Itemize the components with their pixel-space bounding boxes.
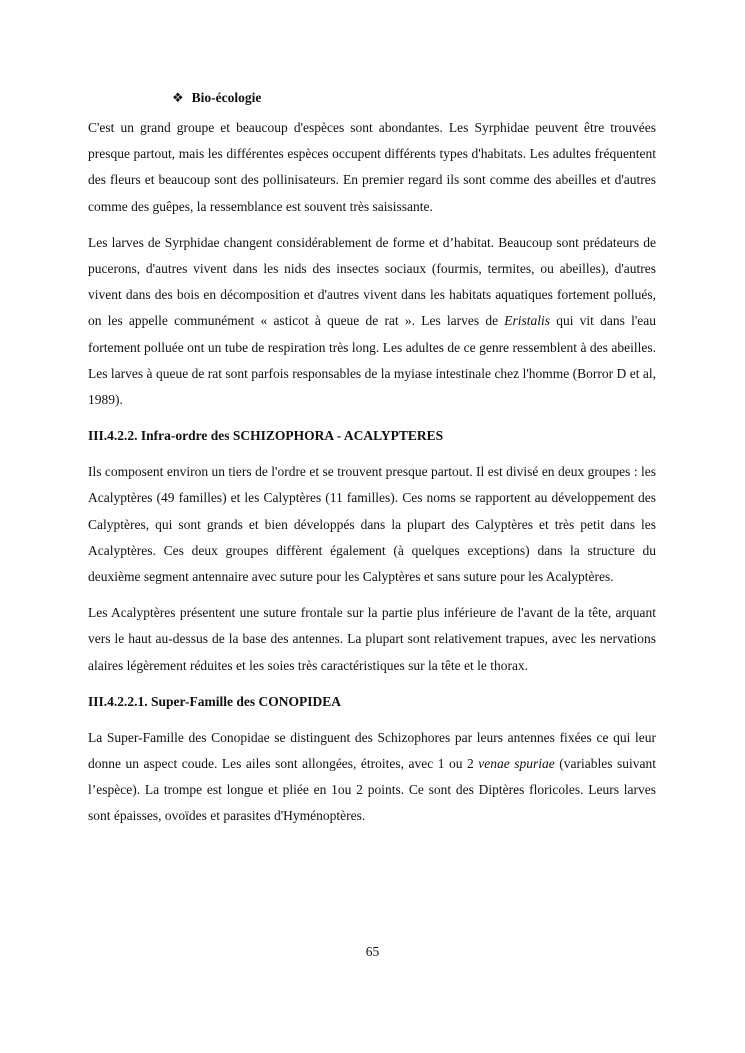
acalypteres-paragraph-2: Les Acalyptères présentent une suture frontale sur la partie plus inférieure de l'avant de la tête, arquant vers le haut au-dessus de la base des antennes. La plupart sont relativement trapues, avec les nervations alaires légèrement réduites et les soies très caractéristiques sur la tête et le thorax. (88, 605, 656, 673)
bio-paragraph-1: C'est un grand groupe et beaucoup d'espèces sont abondantes. Les Syrphidae peuvent être trouvées presque partout, mais les différentes espèces occupent différents types d'habitats. Les adultes fréquentent des fleurs et beaucoup sont des pollinisateurs. En premier regard ils sont comme des abeilles et d'autres comme des guêpes, la ressemblance est souvent très saisissante. (88, 120, 656, 214)
document-page (88, 85, 656, 840)
bio-ecologie-heading-text: Bio-écologie (191, 90, 262, 105)
venae-spuriae-italic: venae spuriae (478, 756, 555, 772)
bio-paragraph-2-text-a: Les larves de Syrphidae changent considérablement de forme et d’habitat. Beaucoup sont prédateurs de pucerons, d'autres vivent dans les nids des insectes sociaux (fourmis, termites, ou abeilles), d'autres vivent dans des bois en décomposition et d'autres vivent dans les habitats aquatiques fortement pollués, on les appelle communément « asticot à queue de rat ». Les larves de (88, 234, 656, 329)
bio-ecologie-heading (172, 85, 656, 111)
bio-paragraph-2-text-b: qui vit dans l'eau fortement polluée ont un tube de respiration très long. Les adultes de ce genre ressemblent à des abeilles. Les larves à queue de rat sont parfois responsables de la myiase intestinale chez l'homme (Borror D et al, 1989). (88, 313, 656, 408)
acalypteres-paragraph-1: Ils composent environ un tiers de l'ordre et se trouvent presque partout. Il est divisé en deux groupes : les Acalyptères (49 familles) et les Calyptères (11 familles). Ces noms se rapportent au développement des Calyptères, qui sont grands et bien développés dans la plupart des Calyptères et très petit dans les Acalyptères. Ces deux groupes diffèrent également (à quelques exceptions) dans la structure du deuxième segment antennaire avec suture pour les Calyptères et sans suture pour les Acalyptères. (88, 464, 656, 585)
conopidea-paragraph-1-text-b: (variables suivant l’espèce). La trompe est longue et pliée en 1ou 2 points. Ce sont des Diptères floricoles. Leurs larves sont épaisses, ovoïdes et parasites d'Hyménoptères. (88, 756, 656, 824)
conopidea-paragraph-1 (88, 725, 656, 830)
bio-paragraph-2 (88, 230, 656, 413)
acalypteres-section-heading: III.4.2.2. Infra-ordre des SCHIZOPHORA - ACALYPTERES (88, 428, 444, 444)
conopidea-section-heading: III.4.2.2.1. Super-Famille des CONOPIDEA (88, 693, 342, 709)
page-number: 65 (365, 944, 380, 959)
diamond-bullet-icon: ❖ (172, 90, 184, 105)
conopidea-paragraph-1-text-a: La Super-Famille des Conopidae se distinguent des Schizophores par leurs antennes fixées ce qui leur donne un aspect coude. Les ailes sont allongées, étroites, avec 1 ou 2 (88, 729, 656, 772)
eristalis-italic: Eristalis (504, 313, 551, 329)
